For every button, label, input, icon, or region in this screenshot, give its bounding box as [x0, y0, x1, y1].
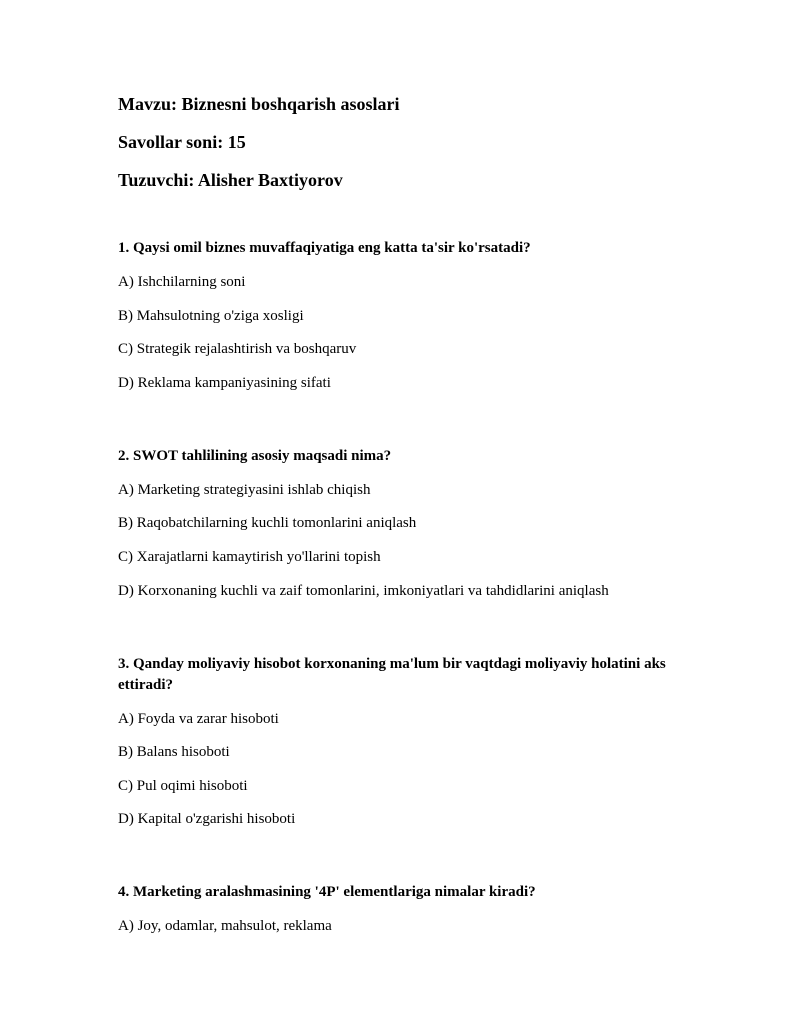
document-content — [118, 92, 678, 989]
answer-option-b: B) Mahsulotning o'ziga xosligi — [118, 307, 304, 324]
answer-option-a: A) Ishchilarning soni — [118, 274, 246, 290]
question-title: 4. Marketing aralashmasining '4P' elementlariga nimalar kiradi? — [118, 884, 536, 901]
answer-option-a: A) Joy, odamlar, mahsulot, reklama — [118, 918, 332, 935]
question-title: 1. Qaysi omil biznes muvaffaqiyatiga eng katta ta'sir ko'rsatadi? — [118, 240, 531, 256]
answer-option-c: C) Xarajatlarni kamaytirish yo'llarini topish — [118, 548, 381, 565]
question-1 — [118, 238, 678, 394]
question-4 — [118, 882, 678, 937]
answer-option-c: C) Strategik rejalashtirish va boshqaruv — [118, 341, 357, 358]
author-heading: Tuzuvchi: Alisher Baxtiyorov — [118, 170, 343, 190]
question-2 — [118, 446, 678, 602]
question-title: 2. SWOT tahlilining asosiy maqsadi nima? — [118, 447, 392, 464]
answer-option-b: B) Balans hisoboti — [118, 744, 230, 761]
question-3 — [118, 654, 678, 831]
question-title: 3. Qanday moliyaviy hisobot korxonaning ma'lum bir vaqtdagi moliyaviy holatini aks ettiradi? — [118, 655, 666, 693]
answer-option-d: D) Korxonaning kuchli va zaif tomonlarini, imkoniyatlari va tahdidlarini aniqlash — [118, 582, 609, 599]
answer-option-d: D) Kapital o'zgarishi hisoboti — [118, 811, 296, 828]
answer-option-d: D) Reklama kampaniyasining sifati — [118, 374, 331, 391]
answer-option-a: A) Foyda va zarar hisoboti — [118, 710, 279, 727]
answer-option-c: C) Pul oqimi hisoboti — [118, 777, 248, 794]
topic-heading: Mavzu: Biznesni boshqarish asoslari — [118, 94, 400, 114]
question-count-heading: Savollar soni: 15 — [118, 132, 246, 152]
answer-option-a: A) Marketing strategiyasini ishlab chiqish — [118, 481, 371, 498]
answer-option-b: B) Raqobatchilarning kuchli tomonlarini aniqlash — [118, 515, 417, 532]
